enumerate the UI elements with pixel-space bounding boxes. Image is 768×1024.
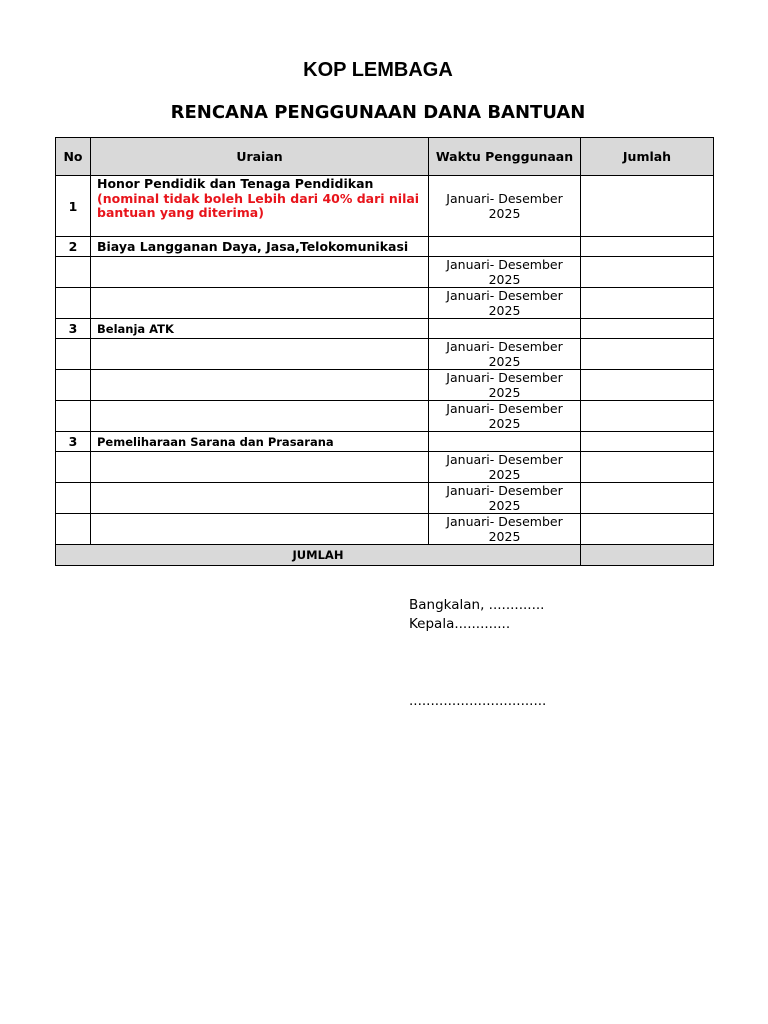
row-number xyxy=(56,257,91,288)
row-description: Biaya Langganan Daya, Jasa,Telokomunikasi xyxy=(91,237,429,257)
table-row xyxy=(56,401,714,432)
column-header-waktu: Waktu Penggunaan xyxy=(429,138,581,176)
row-number xyxy=(56,483,91,514)
column-header-uraian: Uraian xyxy=(91,138,429,176)
letterhead-placeholder: KOP LEMBAGA xyxy=(303,59,453,81)
row-description: Belanja ATK xyxy=(91,319,429,339)
row-description xyxy=(91,401,429,432)
row-period xyxy=(429,432,581,452)
document-title: RENCANA PENGGUNAAN DANA BANTUAN xyxy=(170,102,586,123)
table-row xyxy=(56,288,714,319)
budget-plan-table xyxy=(55,137,714,566)
row-period: Januari- Desember 2025 xyxy=(429,370,581,401)
row-period xyxy=(429,319,581,339)
row-number xyxy=(56,339,91,370)
row-amount xyxy=(581,401,714,432)
table-row xyxy=(56,319,714,339)
row-amount xyxy=(581,432,714,452)
table-row xyxy=(56,452,714,483)
table-row xyxy=(56,339,714,370)
signature-name-line: ................................ xyxy=(409,693,547,709)
row-description xyxy=(91,288,429,319)
row-period: Januari- Desember 2025 xyxy=(429,288,581,319)
row-period: Januari- Desember 2025 xyxy=(429,257,581,288)
row-description: Pemeliharaan Sarana dan Prasarana xyxy=(91,432,429,452)
column-header-jumlah: Jumlah xyxy=(581,138,714,176)
column-header-no: No xyxy=(56,138,91,176)
table-row xyxy=(56,432,714,452)
row-description xyxy=(91,176,429,237)
row-amount xyxy=(581,237,714,257)
table-row xyxy=(56,176,714,237)
row-number: 2 xyxy=(56,237,91,257)
row-number: 1 xyxy=(56,176,91,237)
row-description xyxy=(91,483,429,514)
row-period: Januari- Desember 2025 xyxy=(429,401,581,432)
row-number: 3 xyxy=(56,319,91,339)
row-number xyxy=(56,401,91,432)
row-period: Januari- Desember 2025 xyxy=(429,514,581,545)
table-header-row xyxy=(56,138,714,176)
row-period: Januari- Desember 2025 xyxy=(429,452,581,483)
row-amount xyxy=(581,452,714,483)
row-description xyxy=(91,514,429,545)
row-description xyxy=(91,257,429,288)
row-amount xyxy=(581,257,714,288)
row-number xyxy=(56,452,91,483)
table-row xyxy=(56,483,714,514)
total-label: JUMLAH xyxy=(56,545,581,566)
signature-position: Kepala............. xyxy=(409,616,511,632)
row-number xyxy=(56,514,91,545)
description-note: (nominal tidak boleh Lebih dari 40% dari nilai bantuan yang diterima) xyxy=(97,190,420,220)
row-period: Januari- Desember 2025 xyxy=(429,176,581,237)
table-row xyxy=(56,257,714,288)
description-text: Honor Pendidik dan Tenaga Pendidikan xyxy=(97,176,374,191)
row-amount xyxy=(581,339,714,370)
row-amount xyxy=(581,483,714,514)
table-row xyxy=(56,237,714,257)
row-period: Januari- Desember 2025 xyxy=(429,339,581,370)
total-amount xyxy=(581,545,714,566)
row-number: 3 xyxy=(56,432,91,452)
signature-place-date: Bangkalan, ............. xyxy=(409,597,545,613)
row-description xyxy=(91,370,429,401)
row-number xyxy=(56,288,91,319)
row-number xyxy=(56,370,91,401)
total-row xyxy=(56,545,714,566)
row-amount xyxy=(581,176,714,237)
row-amount xyxy=(581,514,714,545)
row-period: Januari- Desember 2025 xyxy=(429,483,581,514)
row-description xyxy=(91,339,429,370)
row-amount xyxy=(581,319,714,339)
table-row xyxy=(56,370,714,401)
row-amount xyxy=(581,370,714,401)
row-amount xyxy=(581,288,714,319)
row-period xyxy=(429,237,581,257)
table-row xyxy=(56,514,714,545)
row-description xyxy=(91,452,429,483)
